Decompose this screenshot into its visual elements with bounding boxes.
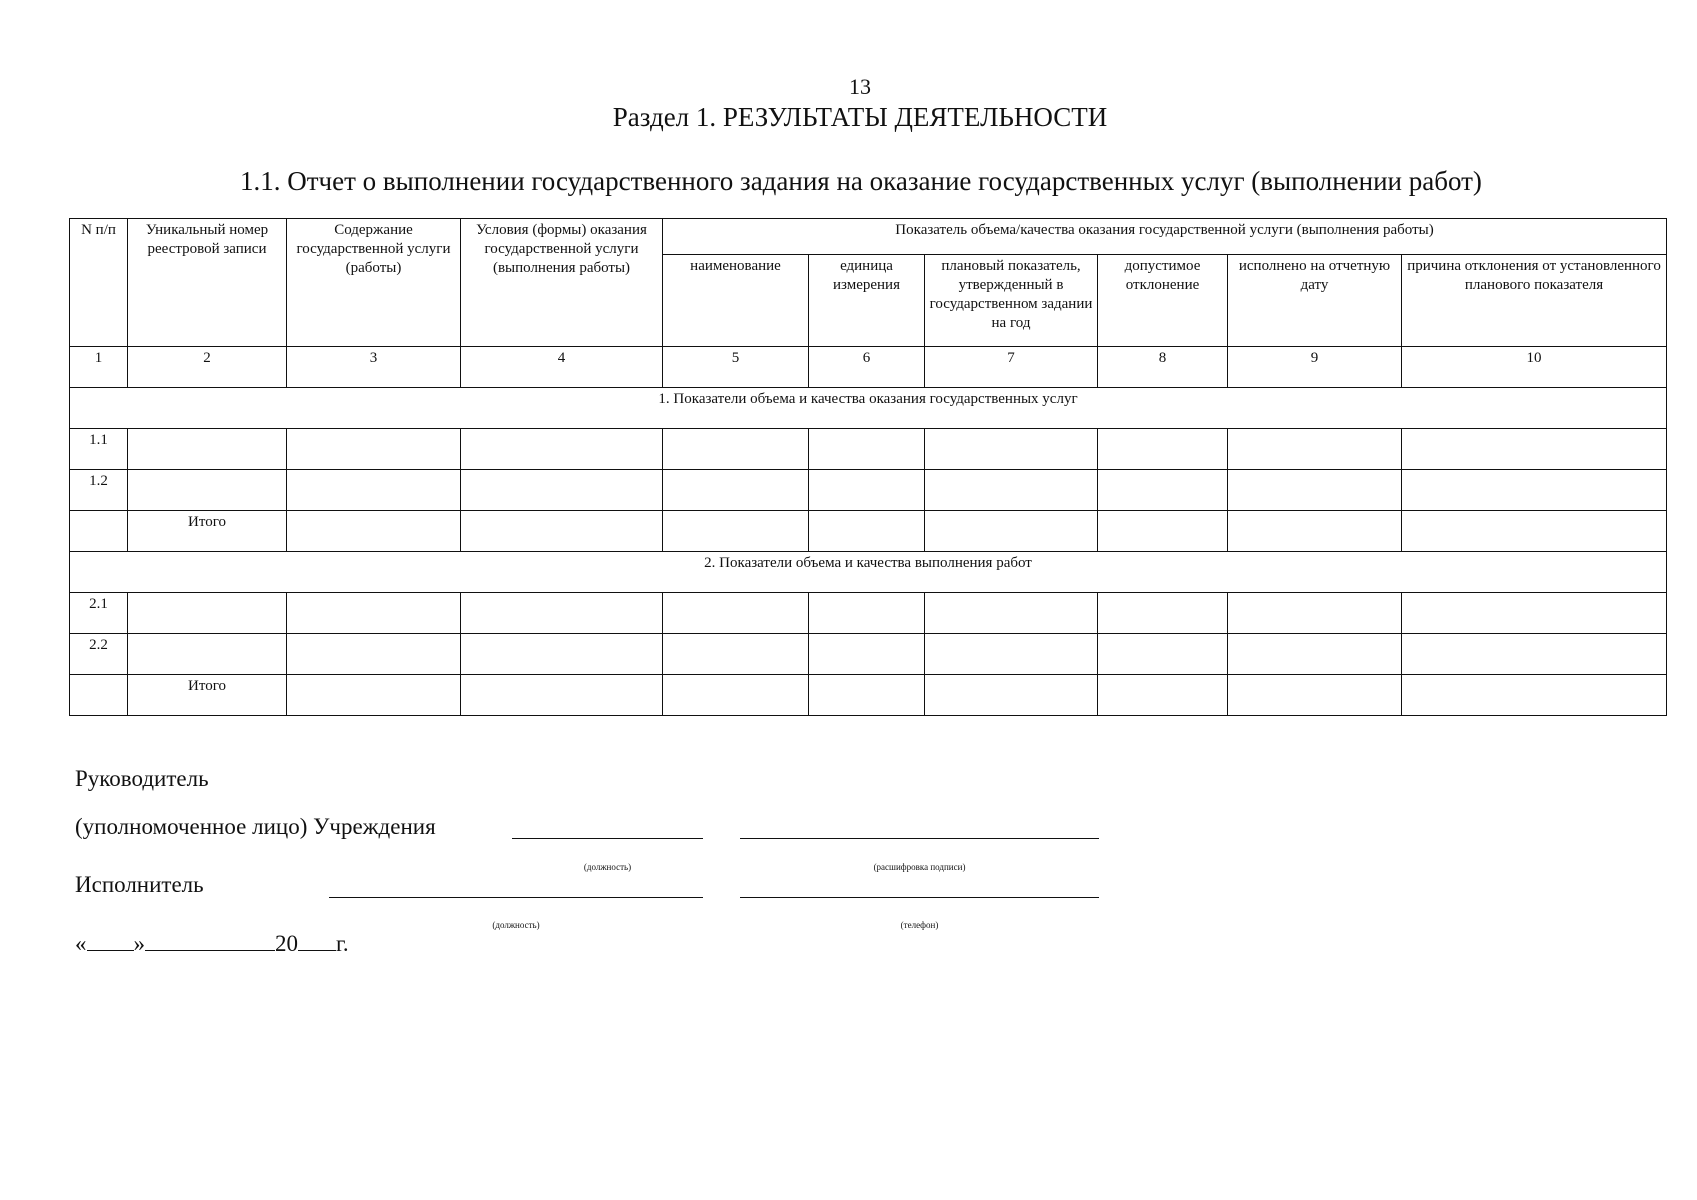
table-cell[interactable] [287, 470, 461, 511]
executor-position-caption: (должность) [492, 920, 540, 930]
table-cell[interactable] [1098, 593, 1228, 634]
table-cell[interactable] [1402, 634, 1667, 675]
table-cell[interactable] [461, 593, 663, 634]
executor-position-field[interactable] [329, 897, 703, 898]
table-cell[interactable] [287, 593, 461, 634]
table-cell[interactable] [1098, 470, 1228, 511]
column-number: 4 [461, 347, 663, 388]
header-allowed-deviation: допустимое отклонение [1098, 255, 1228, 347]
date-month-field[interactable] [145, 930, 275, 951]
column-number: 10 [1402, 347, 1667, 388]
table-cell[interactable] [1098, 675, 1228, 716]
table-cell[interactable] [1098, 429, 1228, 470]
head-label-line1: Руководитель [75, 766, 209, 791]
table-cell[interactable] [925, 429, 1098, 470]
table-cell[interactable] [1228, 634, 1402, 675]
table-cell[interactable] [128, 634, 287, 675]
total-row [70, 511, 1667, 552]
table-cell[interactable] [809, 511, 925, 552]
table-cell[interactable] [1402, 470, 1667, 511]
report-title: 1.1. Отчет о выполнении государственного задания на оказание государственных услуг (выполнении работ) [240, 166, 1482, 196]
table-cell[interactable] [809, 593, 925, 634]
table-cell[interactable] [925, 470, 1098, 511]
table-cell[interactable] [809, 634, 925, 675]
column-number: 1 [70, 347, 128, 388]
head-signature-field[interactable] [740, 838, 1099, 839]
date-open-quote: « [75, 931, 87, 956]
table-cell[interactable] [1402, 429, 1667, 470]
executor-phone-field[interactable] [740, 897, 1099, 898]
table-cell[interactable] [663, 634, 809, 675]
executor-phone-caption: (телефон) [900, 920, 939, 930]
total-row [70, 675, 1667, 716]
table-cell[interactable] [1402, 675, 1667, 716]
table-cell[interactable] [925, 675, 1098, 716]
report-table [69, 218, 1667, 716]
date-year-field[interactable] [298, 930, 336, 951]
table-cell[interactable] [287, 429, 461, 470]
table-cell[interactable] [925, 511, 1098, 552]
header-deviation-reason: причина отклонения от установленного планового показателя [1402, 255, 1667, 347]
column-number: 7 [925, 347, 1098, 388]
table-cell[interactable] [1098, 511, 1228, 552]
table-cell[interactable] [128, 429, 287, 470]
table-cell[interactable] [1228, 511, 1402, 552]
column-numbers-row [70, 347, 1667, 388]
table-cell[interactable] [1228, 593, 1402, 634]
date-line [75, 930, 349, 957]
head-position-field[interactable] [512, 838, 703, 839]
table-cell [70, 675, 128, 716]
table-cell[interactable] [663, 593, 809, 634]
table-cell[interactable] [128, 593, 287, 634]
table-cell[interactable] [1228, 675, 1402, 716]
head-signature-caption: (расшифровка подписи) [873, 862, 966, 872]
column-number: 5 [663, 347, 809, 388]
row-number: 2.1 [70, 593, 128, 634]
table-cell[interactable] [461, 511, 663, 552]
total-label: Итого [128, 511, 287, 552]
section2-title-row [70, 552, 1667, 593]
table-cell[interactable] [461, 429, 663, 470]
column-number: 3 [287, 347, 461, 388]
header-executed: исполнено на отчетную дату [1228, 255, 1402, 347]
column-number: 8 [1098, 347, 1228, 388]
table-cell[interactable] [1402, 593, 1667, 634]
header-registry-number: Уникальный номер реестровой записи [128, 219, 287, 347]
header-planned-value: плановый показатель, утвержденный в государственном задании на год [925, 255, 1098, 347]
table-cell[interactable] [128, 470, 287, 511]
header-indicator-group: Показатель объема/качества оказания государственной услуги (выполнения работы) [663, 219, 1667, 255]
table-row [70, 634, 1667, 675]
table-cell[interactable] [1402, 511, 1667, 552]
header-n: N п/п [70, 219, 128, 347]
table-cell[interactable] [663, 470, 809, 511]
table-row [70, 593, 1667, 634]
table-cell[interactable] [925, 593, 1098, 634]
table-cell[interactable] [461, 470, 663, 511]
date-year-prefix: 20 [275, 931, 298, 956]
table-cell[interactable] [809, 470, 925, 511]
section2-title: 2. Показатели объема и качества выполнения работ [70, 552, 1667, 593]
table-cell[interactable] [461, 634, 663, 675]
header-unit: единица измерения [809, 255, 925, 347]
table-cell[interactable] [925, 634, 1098, 675]
table-cell[interactable] [663, 429, 809, 470]
date-close-quote: » [133, 931, 145, 956]
table-cell[interactable] [1098, 634, 1228, 675]
page-number: 13 [849, 74, 871, 99]
table-cell [70, 511, 128, 552]
table-cell[interactable] [1228, 470, 1402, 511]
row-number: 2.2 [70, 634, 128, 675]
head-label-line2: (уполномоченное лицо) Учреждения [75, 814, 436, 839]
executor-label: Исполнитель [75, 872, 204, 897]
table-cell[interactable] [809, 675, 925, 716]
table-cell[interactable] [663, 675, 809, 716]
table-row [70, 470, 1667, 511]
date-year-suffix: г. [336, 931, 349, 956]
section-title: Раздел 1. РЕЗУЛЬТАТЫ ДЕЯТЕЛЬНОСТИ [612, 102, 1108, 132]
column-number: 6 [809, 347, 925, 388]
row-number: 1.2 [70, 470, 128, 511]
total-label: Итого [128, 675, 287, 716]
table-cell[interactable] [287, 675, 461, 716]
row-number: 1.1 [70, 429, 128, 470]
table-row [70, 429, 1667, 470]
table-cell[interactable] [809, 429, 925, 470]
table-cell[interactable] [1228, 429, 1402, 470]
head-position-caption: (должность) [583, 862, 632, 872]
section1-title: 1. Показатели объема и качества оказания государственных услуг [70, 388, 1667, 429]
column-number: 9 [1228, 347, 1402, 388]
date-day-field[interactable] [87, 930, 134, 951]
header-name: наименование [663, 255, 809, 347]
header-row-top [70, 219, 1667, 255]
header-service-conditions: Условия (формы) оказания государственной услуги (выполнения работы) [461, 219, 663, 347]
table-cell[interactable] [287, 511, 461, 552]
table-cell[interactable] [461, 675, 663, 716]
table-cell[interactable] [663, 511, 809, 552]
header-service-content: Содержание государственной услуги (работы) [287, 219, 461, 347]
table-cell[interactable] [287, 634, 461, 675]
section1-title-row [70, 388, 1667, 429]
column-number: 2 [128, 347, 287, 388]
